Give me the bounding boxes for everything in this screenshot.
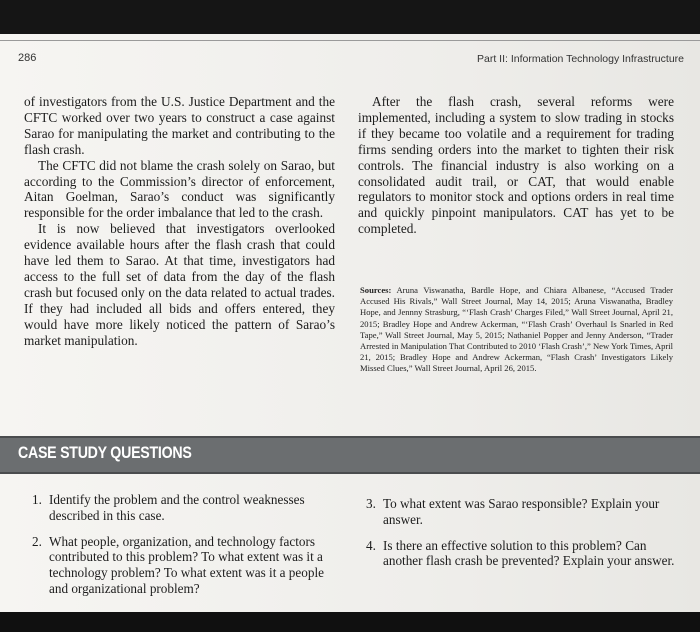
sources-text: Aruna Viswanatha, Bardle Hope, and Chiara Albanese, “Accused Trader Accused His Rivals,” Wall Street Journal, May 14, 2015; Aruna Viswanatha, Bradley Hope, and Jennny Strasburg, “‘Flash Crash’ Charges Filed,” Wall Street Journal, April 21, 2015; Bradley Hope and Andrew Ackerman, “‘Flash Crash’ Overhaul Is Snarled in Red Tape,” Wall Street Journal, May 5, 2015; Nathaniel Popper and Jenny Anderson, “Trader Arrested in Manipulation That Contributed to 2010 ‘Flash Crash’,” New York Times, April 21, 2015; Bradley Hope and Andrew Ackerman, “Flash Crash’ Investigators Likely Missed Clues,” Wall Street Journal, April 26, 2015.	[360, 285, 673, 374]
question-text: Is there an effective solution to this problem? Can another flash crash be prevented? Explain your answer.	[383, 537, 675, 569]
case-study-banner	[0, 436, 700, 474]
question-item	[32, 492, 332, 524]
paragraph: The CFTC did not blame the crash solely on Sarao, but according to the Commission’s director of enforcement, Aitan Goelman, Sarao’s conduct was significantly responsible for the order imbalance that led to the crash.	[24, 157, 335, 221]
page-number: 286	[18, 52, 37, 64]
paragraph: After the flash crash, several reforms were implemented, including a system to slow trading in stocks if they became too volatile and a requirement for trading firms sending orders into the market to tighten their risk controls. The financial industry is also working on a consolidated audit trail, or CAT, that would enable regulators to monitor stock and options orders in real time and quickly pinpoint manipulators. CAT has yet to be completed.	[358, 94, 674, 237]
question-number: 4.	[366, 537, 376, 553]
top-dark-bar	[0, 0, 700, 34]
question-item	[32, 534, 332, 597]
question-number: 1.	[32, 492, 42, 507]
header-rule	[0, 40, 700, 41]
paragraph: of investigators from the U.S. Justice Department and the CFTC worked over two years to construct a case against Sarao for manipulating the market and contributing to the flash crash.	[24, 94, 335, 157]
paragraph: It is now believed that investigators overlooked evidence available hours after the flash crash that could have led them to Sarao. At that time, investigators had access to the full set of data from the day of the flash crash but focused only on the data related to actual trades. If they had included all bids and offers entered, they would have more likely noticed the pattern of Sarao’s market manipulation.	[24, 221, 335, 348]
question-number: 2.	[32, 533, 42, 549]
question-text: What people, organization, and technology factors contributed to this problem? To what extent was it a technology problem? To what extent was it a people and organizational problem?	[49, 533, 324, 596]
question-item	[366, 538, 676, 570]
bottom-dark-bar	[0, 612, 700, 632]
case-study-title: CASE STUDY QUESTIONS	[18, 444, 192, 462]
question-item	[366, 496, 676, 528]
questions-right	[366, 496, 676, 579]
sources-label: Sources:	[360, 285, 392, 295]
sources-note	[360, 285, 673, 375]
left-text-column	[24, 94, 335, 349]
part-title: Part II: Information Technology Infrastructure	[477, 53, 684, 65]
question-number: 3.	[366, 496, 376, 511]
right-text-column	[358, 94, 674, 237]
question-text: Identify the problem and the control weaknesses described in this case.	[49, 492, 305, 523]
question-text: To what extent was Sarao responsible? Explain your answer.	[383, 496, 660, 527]
questions-left	[32, 492, 332, 607]
